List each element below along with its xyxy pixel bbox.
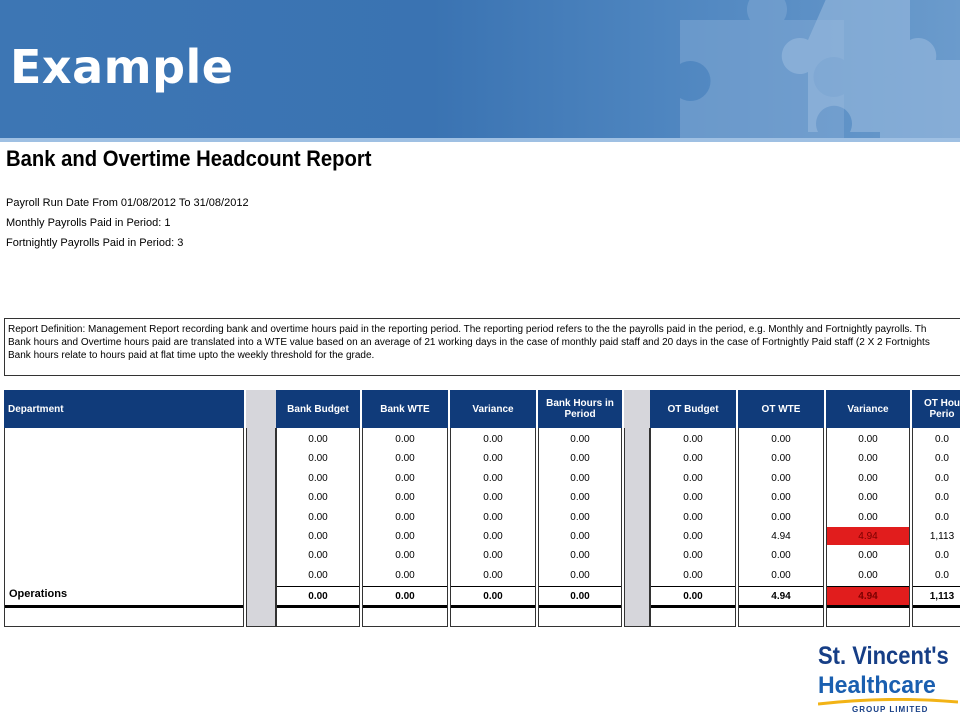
total-cell: 4.94 [827, 587, 909, 605]
definition-line: Bank hours and Overtime hours paid are translated into a WTE value based on an average of 21 working days in the case of monthly paid staff and 20 days in the case of Fortnightly Paid staff (2 X 2 Fortnights [8, 337, 930, 348]
column-header: Variance [826, 390, 910, 428]
table-cell: 0.00 [308, 530, 328, 542]
table-cell: 0.00 [395, 569, 415, 581]
slide-title: Example [10, 40, 234, 94]
st-vincents-logo [812, 642, 960, 718]
table-cell: 0.0 [935, 549, 949, 561]
table-cell: 0.00 [858, 569, 878, 581]
table-cell: 0.00 [483, 569, 503, 581]
table-cell: 0.00 [771, 569, 791, 581]
column-header: Bank Hours in Period [538, 390, 622, 428]
table-cell: 0.00 [771, 433, 791, 445]
column-4 [538, 388, 622, 627]
total-underline [539, 605, 621, 608]
fortnightly-payrolls-count: Fortnightly Payrolls Paid in Period: 3 [6, 237, 184, 249]
table-cell: 0.00 [570, 530, 590, 542]
table-cell: 0.00 [683, 491, 703, 503]
department-cells [4, 428, 244, 627]
table-cell: 0.00 [858, 433, 878, 445]
table-cell: 0.00 [395, 530, 415, 542]
definition-line: Report Definition: Management Report recording bank and overtime hours paid in the reporting period. The reporting period refers to the the payrolls paid in the period, e.g. Monthly and Fortnightly payrolls. Th [8, 324, 927, 335]
total-underline [451, 605, 535, 608]
table-cell: 0.00 [483, 472, 503, 484]
total-cell: 4.94 [771, 590, 791, 602]
total-underline [827, 605, 909, 608]
spacer-column [624, 388, 650, 627]
table-cell: 0.00 [308, 549, 328, 561]
table-cell: 0.00 [308, 433, 328, 445]
table-cell: 0.00 [858, 491, 878, 503]
total-cell: 0.00 [683, 590, 703, 602]
table-cell: 0.00 [483, 530, 503, 542]
table-cell: 0.00 [570, 491, 590, 503]
spacer-body [624, 428, 650, 627]
puzzle-piece-icon [620, 0, 960, 142]
column-header: OT WTE [738, 390, 824, 428]
column-3 [450, 388, 536, 627]
table-cell: 0.00 [771, 549, 791, 561]
department-header: Department [4, 390, 244, 428]
table-cell: 0.00 [395, 549, 415, 561]
table-cell: 0.00 [395, 433, 415, 445]
table-cell: 0.00 [683, 472, 703, 484]
table-cell: 4.94 [771, 530, 791, 542]
column-header: Bank WTE [362, 390, 448, 428]
column-8 [912, 388, 960, 627]
table-cell: 1,113 [929, 530, 955, 542]
table-cell: 0.00 [683, 549, 703, 561]
table-cell: 0.00 [771, 472, 791, 484]
table-cell: 0.00 [395, 491, 415, 503]
table-cell: 0.0 [935, 433, 949, 445]
table-cell: 0.00 [771, 491, 791, 503]
table-cell: 0.00 [308, 491, 328, 503]
total-cell: 0.00 [308, 590, 328, 602]
total-cell: 1,113 [929, 590, 955, 602]
table-cell: 0.00 [570, 452, 590, 464]
table-cell: 0.00 [858, 472, 878, 484]
table-cell: 0.00 [483, 433, 503, 445]
table-cell: 0.00 [308, 511, 328, 523]
table-cell: 0.0 [935, 511, 949, 523]
slide-header-banner [0, 0, 960, 142]
total-underline [913, 605, 960, 608]
table-cell: 0.0 [935, 569, 949, 581]
total-underline [739, 605, 823, 608]
logo-group-limited: GROUP LIMITED [852, 705, 929, 714]
department-column [4, 388, 244, 627]
table-cell: 0.00 [483, 452, 503, 464]
table-cell: 0.00 [771, 511, 791, 523]
logo-name: St. Vincent's [818, 642, 949, 670]
total-underline [277, 605, 359, 608]
table-cell: 0.00 [483, 511, 503, 523]
column-header: Bank Budget [276, 390, 360, 428]
definition-line: Bank hours relate to hours paid at flat time upto the weekly threshold for the grade. [8, 350, 375, 361]
table-cell: 0.00 [570, 549, 590, 561]
spacer-body [246, 428, 276, 627]
column-header: Variance [450, 390, 536, 428]
table-cell: 0.00 [570, 433, 590, 445]
column-5 [650, 388, 736, 627]
total-underline [651, 605, 735, 608]
table-cell: 0.00 [683, 452, 703, 464]
table-cell: 0.0 [935, 491, 949, 503]
column-2 [362, 388, 448, 627]
table-cell: 0.00 [308, 569, 328, 581]
column-header: OT Budget [650, 390, 736, 428]
logo-healthcare: Healthcare [818, 672, 936, 699]
total-underline [5, 605, 243, 608]
table-cell: 4.94 [827, 527, 909, 545]
report-definition-box [4, 318, 960, 376]
spacer-column [246, 388, 276, 627]
table-cell: 0.0 [935, 452, 949, 464]
column-7 [826, 388, 910, 627]
table-cell: 0.00 [395, 511, 415, 523]
table-cell: 0.00 [308, 452, 328, 464]
total-cell: 0.00 [395, 590, 415, 602]
column-header: OT Hou Perio [912, 390, 960, 428]
total-cell: 0.00 [483, 590, 503, 602]
table-cell: 0.00 [308, 472, 328, 484]
banner-divider [0, 138, 960, 142]
table-cell: 0.00 [858, 549, 878, 561]
column-1 [276, 388, 360, 627]
table-cell: 0.00 [683, 569, 703, 581]
spacer-header [624, 390, 650, 428]
table-cell: 0.00 [570, 511, 590, 523]
department-total-label: Operations [9, 588, 68, 600]
spacer-header [246, 390, 276, 428]
table-cell: 0.00 [395, 472, 415, 484]
monthly-payrolls-count: Monthly Payrolls Paid in Period: 1 [6, 217, 171, 229]
table-cell: 0.0 [935, 472, 949, 484]
headcount-table [4, 388, 960, 628]
table-cell: 0.00 [683, 511, 703, 523]
table-cell: 0.00 [683, 530, 703, 542]
report-title: Bank and Overtime Headcount Report [6, 146, 372, 171]
table-cell: 0.00 [771, 452, 791, 464]
table-cell: 0.00 [483, 491, 503, 503]
table-cell: 0.00 [570, 472, 590, 484]
total-cell: 0.00 [570, 590, 590, 602]
payroll-run-date: Payroll Run Date From 01/08/2012 To 31/08/2012 [6, 197, 249, 209]
table-cell: 0.00 [483, 549, 503, 561]
table-cell: 0.00 [858, 511, 878, 523]
table-cell: 0.00 [683, 433, 703, 445]
total-underline [363, 605, 447, 608]
column-6 [738, 388, 824, 627]
table-cell: 0.00 [395, 452, 415, 464]
table-cell: 0.00 [858, 452, 878, 464]
table-cell: 0.00 [570, 569, 590, 581]
